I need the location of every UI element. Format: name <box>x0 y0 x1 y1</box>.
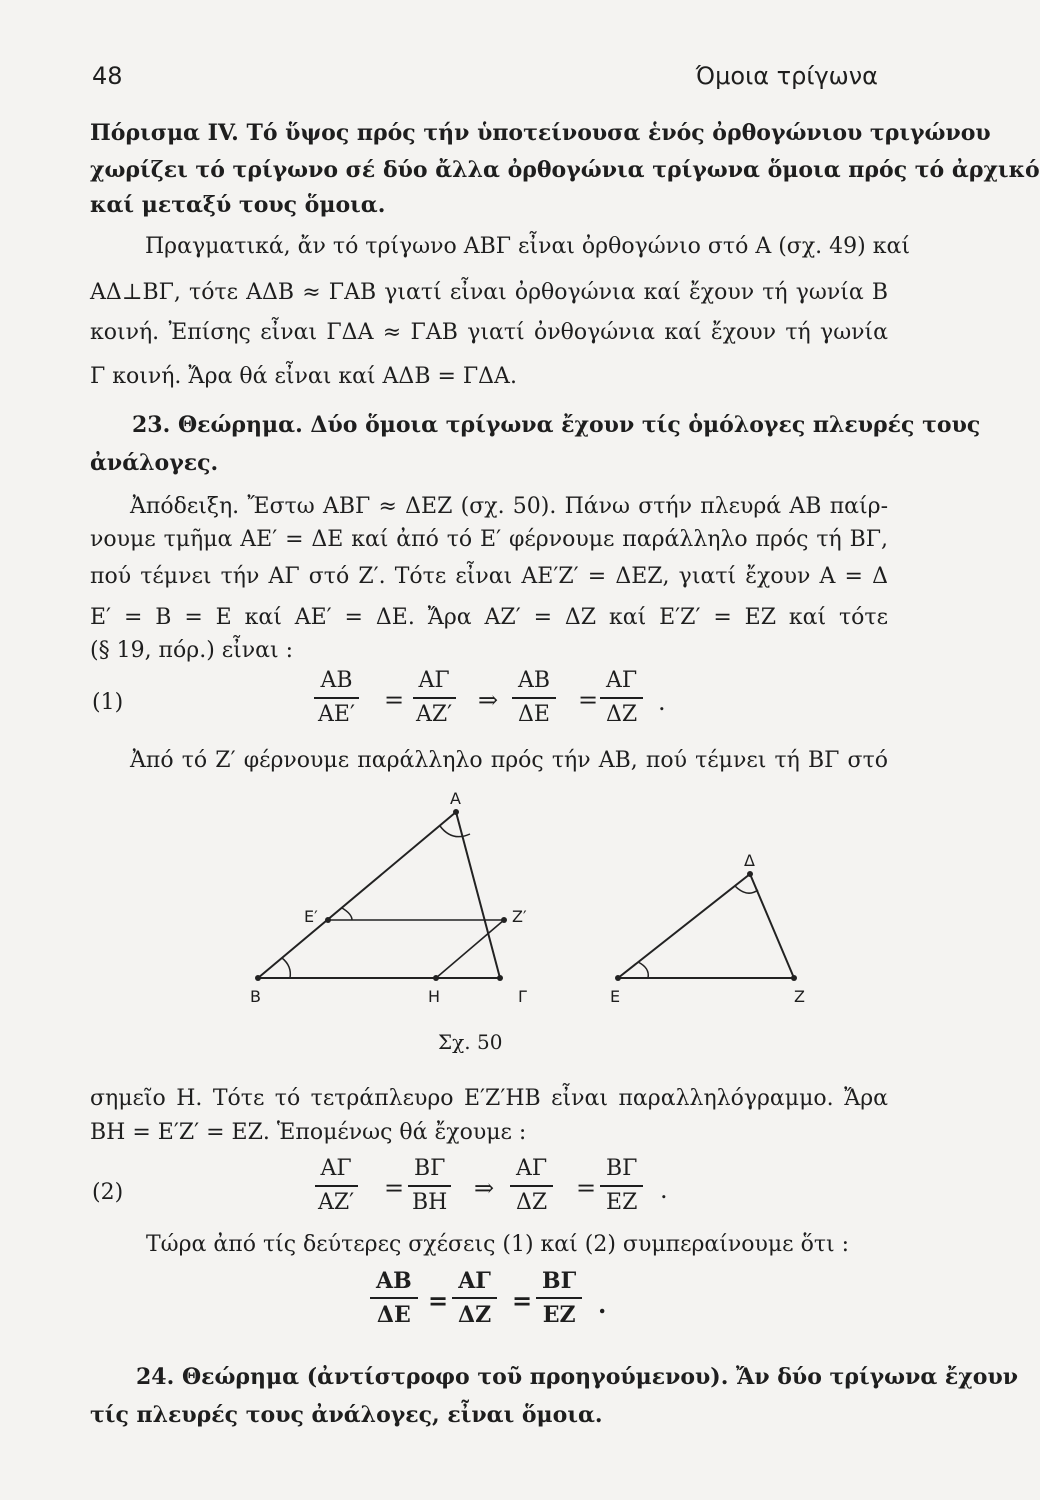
point-E <box>615 975 621 981</box>
eq3-f3-num: ΒΓ <box>536 1268 582 1299</box>
angle-mark-E <box>638 962 648 978</box>
theorem-24-line-1 <box>136 1362 1018 1392</box>
theorem-24-text: . Θεώρημα (ἀντίστροφο τοῦ προηγούμενου). Ἄν δύο τρίγωνα ἔχουν <box>166 1364 1018 1390</box>
eq3-f3-den: ΕΖ <box>542 1302 576 1328</box>
eq3-fraction-1 <box>370 1268 418 1328</box>
label-D: Δ <box>744 851 755 870</box>
label-Z: Ζ <box>794 987 805 1006</box>
line-AB <box>258 812 456 978</box>
label-E: Ε <box>610 987 621 1006</box>
line-DZ <box>750 874 794 978</box>
running-title: Όμοια τρίγωνα <box>695 62 878 90</box>
eq3-f2-den: ΔΖ <box>458 1302 492 1328</box>
eq2-equals-2: = <box>576 1174 597 1202</box>
eq1-f4-num: ΑΓ <box>600 668 643 699</box>
theorem-23-line-2: ἀνάλογες. <box>90 450 219 476</box>
eq2-f2-den: ΒΗ <box>412 1190 448 1215</box>
eq1-period: . <box>658 688 666 716</box>
point-H <box>433 975 439 981</box>
eq3-f2-num: ΑΓ <box>452 1268 497 1299</box>
para-after-figure-line-2: ΒΗ = Ε′Ζ′ = ΕΖ. Ἑπομένως θά ἔχουμε : <box>90 1120 527 1145</box>
eq2-equals-1: = <box>384 1174 405 1202</box>
proof-line-4: Γ κοινή. Ἄρα θά εἶναι καί ΑΔΒ = ΓΔΑ. <box>90 364 517 389</box>
point-D <box>747 871 753 877</box>
eq3-fraction-2 <box>452 1268 497 1328</box>
eq2-implies: ⇒ <box>474 1174 495 1202</box>
conclusion-line: Τώρα ἀπό τίς δεύτερες σχέσεις (1) καί (2) συμπεραίνουμε ὅτι : <box>146 1232 850 1257</box>
label-G: Γ <box>518 987 527 1006</box>
eq2-f1-den: ΑΖ′ <box>318 1190 355 1215</box>
porisma-line-3: καί μεταξύ τους ὅμοια. <box>90 192 386 218</box>
eq2-fraction-1 <box>312 1156 360 1216</box>
apodeixi-line-4: Ε′ = Β = Ε καί ΑΕ′ = ΔΕ. Ἄρα ΑΖ′ = ΔΖ καί Ε′Ζ′ = ΕΖ καί τότε <box>90 605 888 630</box>
eq1-f2-den: ΑΖ′ <box>416 702 453 727</box>
eq1-equals-1: = <box>384 686 405 714</box>
eq1-f3-num: ΑΒ <box>512 668 556 699</box>
eq2-fraction-4 <box>600 1156 643 1216</box>
eq1-fraction-1 <box>312 668 361 728</box>
angle-mark-B <box>282 958 290 978</box>
eq3-f1-num: ΑΒ <box>370 1268 418 1299</box>
figure-caption: Σχ. 50 <box>438 1030 503 1054</box>
label-E1: Ε′ <box>304 907 318 926</box>
theorem-23-number: 23 <box>132 412 163 438</box>
eq2-fraction-2 <box>406 1156 453 1216</box>
point-Z <box>791 975 797 981</box>
point-A <box>453 809 459 815</box>
proof-line-2: ΑΔ⊥ΒΓ, τότε ΑΔΒ ≈ ΓΑΒ γιατί εἶναι ὀρθογώνια καί ἔχουν τή γωνία Β <box>90 280 888 305</box>
line-Z1H <box>436 920 504 978</box>
point-E1 <box>325 917 331 923</box>
eq3-equals-2: = <box>512 1286 533 1315</box>
eq3-f1-den: ΔΕ <box>376 1302 411 1328</box>
eq1-f2-num: ΑΓ <box>413 668 456 699</box>
porisma-line-2: χωρίζει τό τρίγωνο σέ δύο ἄλλα ὀρθογώνια τρίγωνα ὅμοια πρός τό ἀρχικό <box>90 157 1040 183</box>
theorem-24-number: 24 <box>136 1364 167 1390</box>
eq3-equals-1: = <box>428 1286 449 1315</box>
angle-mark-E1 <box>342 908 352 920</box>
eq1-f3-den: ΔΕ <box>518 702 550 727</box>
proof-line-3: κοινή. Ἐπίσης εἶναι ΓΔΑ ≈ ΓΑΒ γιατί ὀνθογώνια καί ἔχουν τή γωνία <box>90 320 888 345</box>
eq1-fraction-4 <box>600 668 643 728</box>
eq2-f1-num: ΑΓ <box>315 1156 358 1187</box>
eq2-f3-den: ΔΖ <box>516 1190 548 1215</box>
theorem-23-text: . Θεώρημα. Δύο ὅμοια τρίγωνα ἔχουν τίς ὁμόλογες πλευρές τους <box>162 412 981 438</box>
line-DE <box>618 874 750 978</box>
apodeixi-line-3: πού τέμνει τήν ΑΓ στό Ζ′. Τότε εἶναι ΑΕ′Ζ′ = ΔΕΖ, γιατί ἔχουν Α = Δ <box>90 564 888 589</box>
eq1-equals-2: = <box>578 686 599 714</box>
apodeixi-line-2: νουμε τμῆμα ΑΕ′ = ΔΕ καί ἀπό τό Ε′ φέρνουμε παράλληλο πρός τή ΒΓ, <box>90 527 888 552</box>
label-Z1: Ζ′ <box>512 907 527 926</box>
porisma-line-1: Πόρισμα IV. Τό ὕψος πρός τήν ὑποτείνουσα ἑνός ὀρθογώνιου τριγώνου <box>90 120 991 146</box>
proof-line-1: Πραγματικά, ἄν τό τρίγωνο ΑΒΓ εἶναι ὀρθογώνιο στό Α (σχ. 49) καί <box>145 234 910 259</box>
label-H: Η <box>428 987 441 1006</box>
label-A: Α <box>450 789 461 808</box>
point-G <box>497 975 503 981</box>
equation-2-label: (2) <box>92 1180 124 1205</box>
apodeixi-line-1: Ἀπόδειξη. Ἔστω ΑΒΓ ≈ ΔΕΖ (σχ. 50). Πάνω στήν πλευρά ΑΒ παίρ- <box>130 494 888 519</box>
eq1-fraction-2 <box>410 668 458 728</box>
angle-mark-A <box>440 826 470 837</box>
point-Z1 <box>501 917 507 923</box>
page-number: 48 <box>92 62 123 90</box>
theorem-24-line-2: τίς πλευρές τους ἀνάλογες, εἶναι ὅμοια. <box>90 1402 603 1428</box>
eq1-f1-num: ΑΒ <box>314 668 358 699</box>
para-after-eq1: Ἀπό τό Ζ′ φέρνουμε παράλληλο πρός τήν ΑΒ, πού τέμνει τή ΒΓ στό <box>130 748 888 773</box>
equation-1-label: (1) <box>92 690 124 715</box>
eq1-fraction-3 <box>512 668 556 728</box>
eq2-fraction-3 <box>510 1156 553 1216</box>
eq2-f4-num: ΒΓ <box>600 1156 643 1187</box>
theorem-23-line-1 <box>132 410 981 440</box>
eq2-period: . <box>660 1176 668 1204</box>
eq1-f1-den: ΑΕ′ <box>318 702 355 727</box>
point-B <box>255 975 261 981</box>
apodeixi-line-5: (§ 19, πόρ.) εἶναι : <box>90 638 294 663</box>
eq1-implies: ⇒ <box>478 686 499 714</box>
para-after-figure-line-1: σημεῖο Η. Τότε τό τετράπλευρο Ε′Ζ′ΗΒ εἶναι παραλληλόγραμμο. Ἄρα <box>90 1086 888 1111</box>
eq3-fraction-3 <box>536 1268 582 1328</box>
eq1-f4-den: ΔΖ <box>606 702 638 727</box>
eq2-f2-num: ΒΓ <box>408 1156 451 1187</box>
eq3-period: . <box>598 1290 607 1319</box>
label-B: Β <box>250 987 261 1006</box>
figure-50 <box>0 790 908 1030</box>
eq2-f3-num: ΑΓ <box>510 1156 553 1187</box>
eq2-f4-den: ΕΖ <box>606 1190 638 1215</box>
